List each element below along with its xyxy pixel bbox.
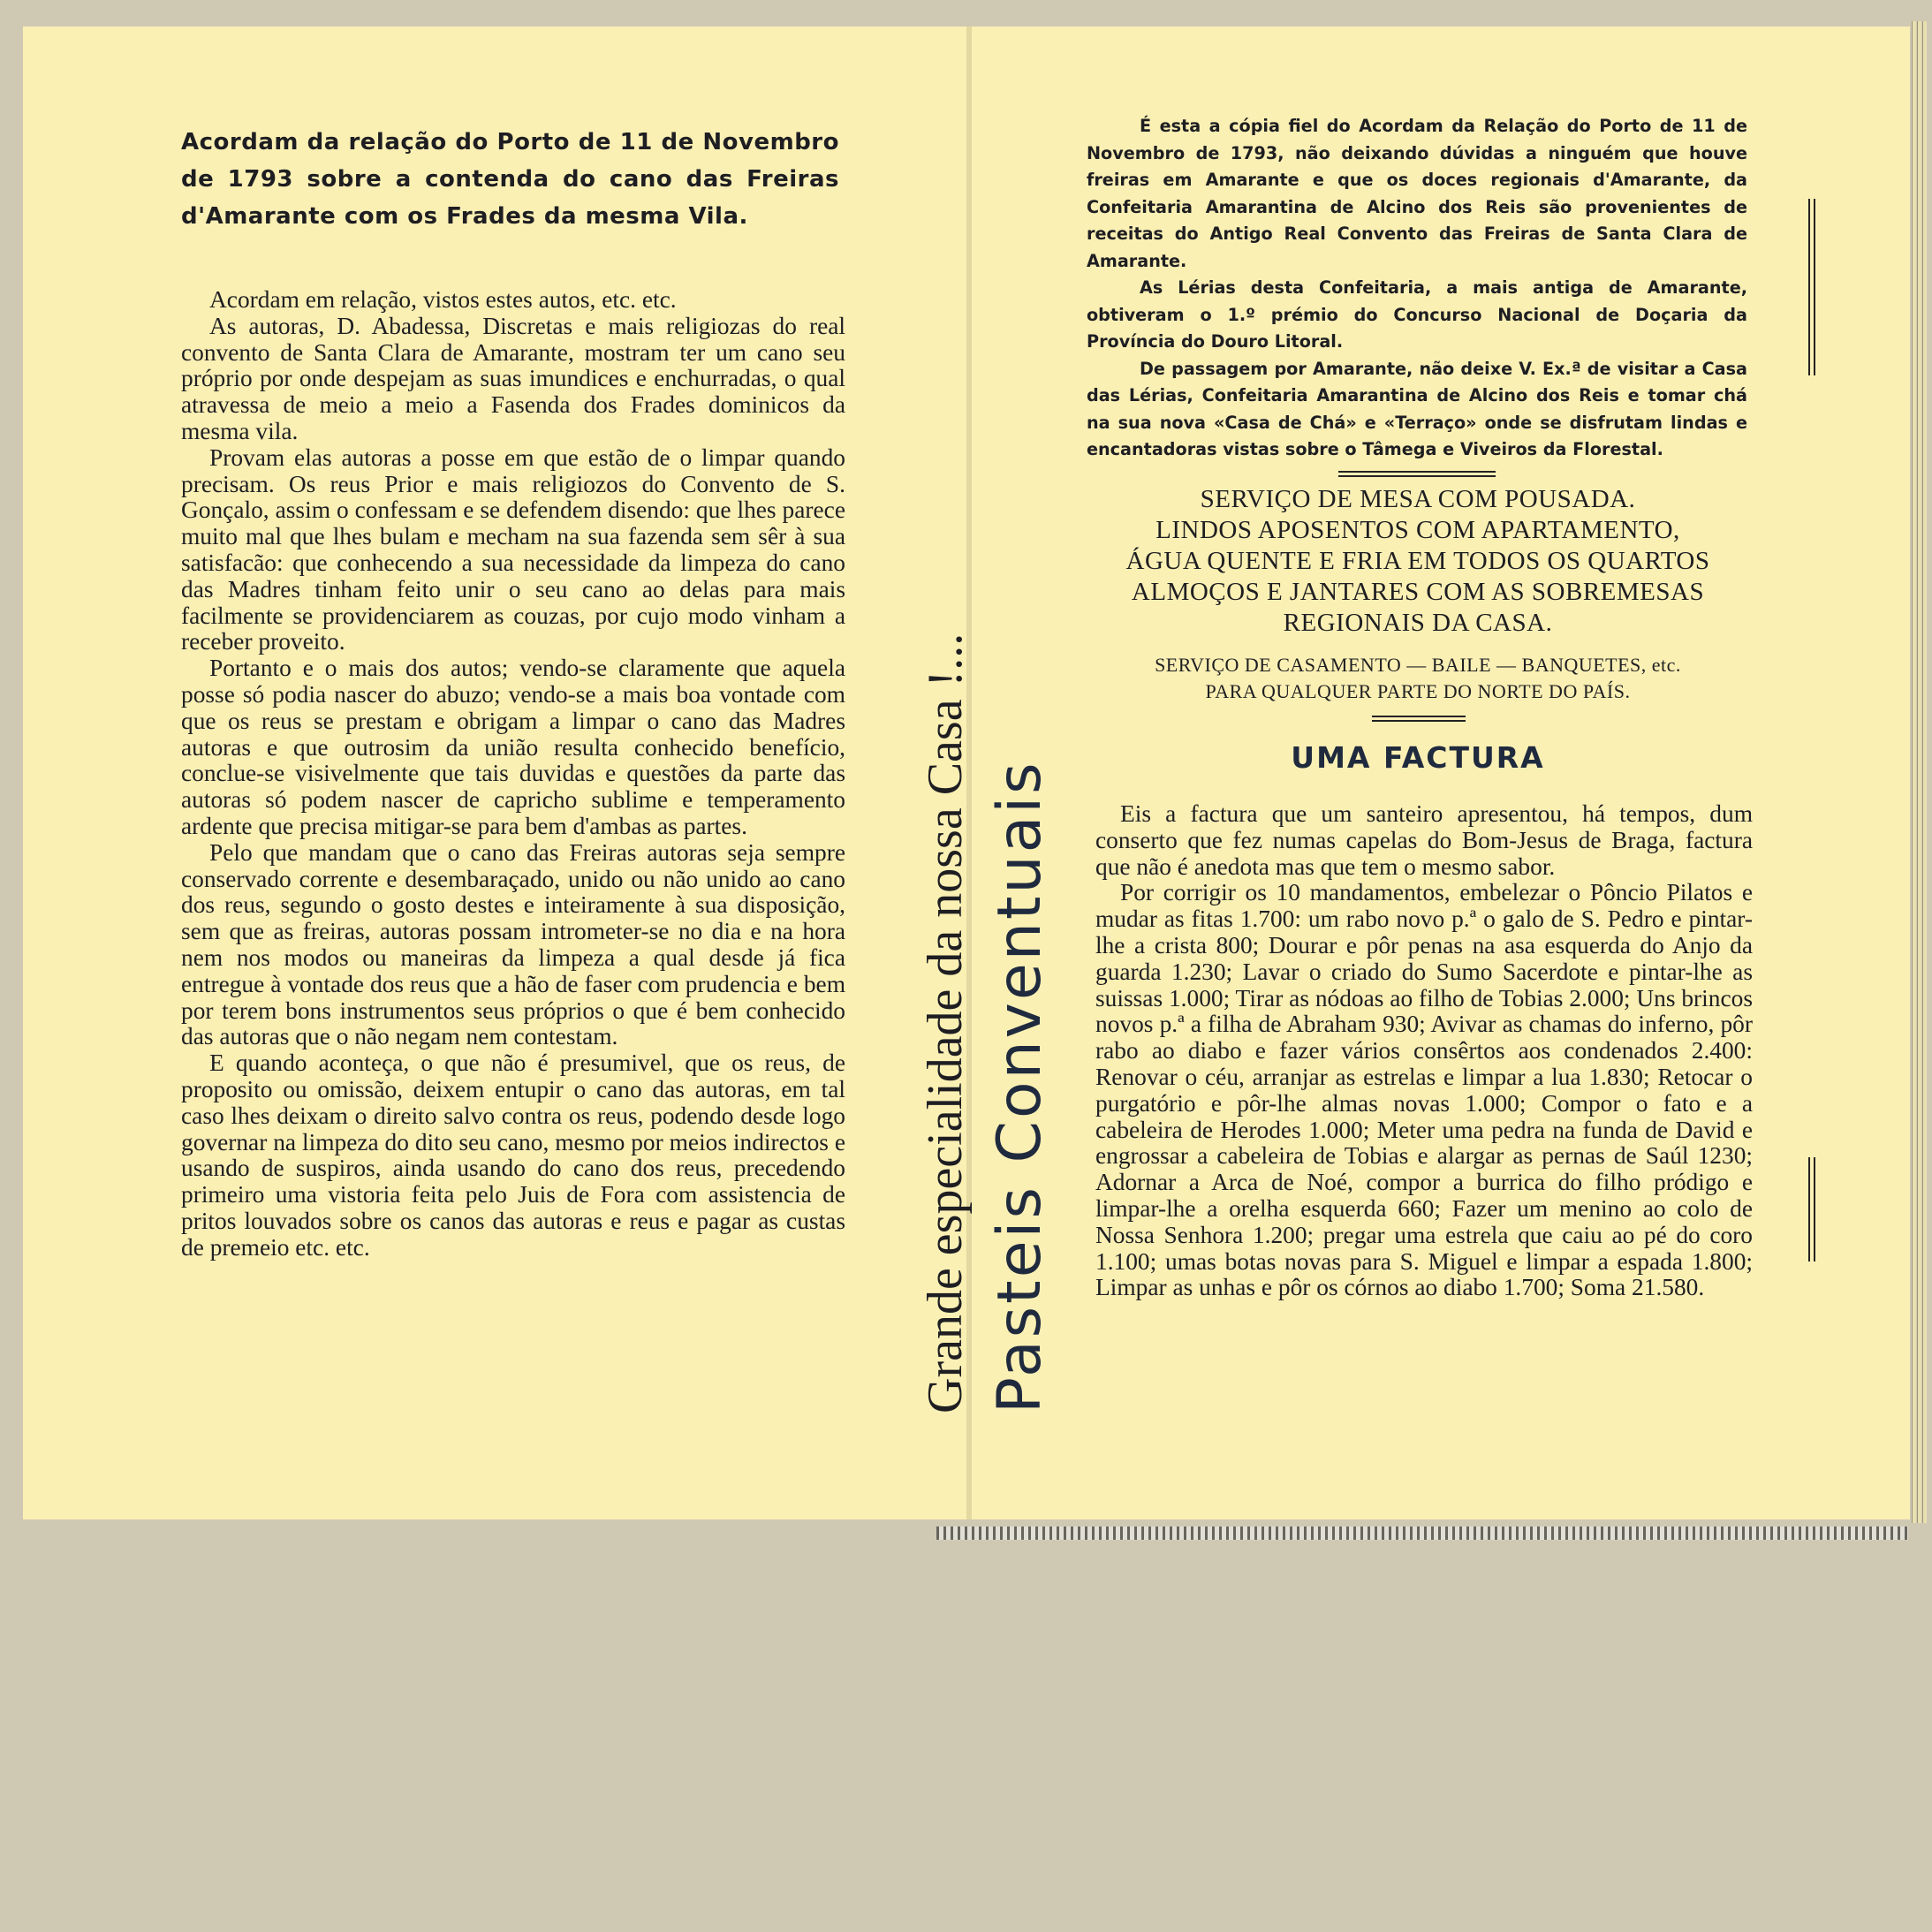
service-line: REGIONAIS DA CASA. — [1283, 609, 1553, 637]
page-stack-edge — [1922, 21, 1927, 1523]
service-line: LINDOS APOSENTOS COM APARTAMENTO, — [1155, 516, 1680, 544]
brand-pasteis-conventuais: Pasteis Conventuais — [985, 760, 1055, 1413]
acordam-paragraph: Provam elas autoras a posse em que estão de o limpar quando precisam. Os reus Prior e mais religiozos do Convento de S. Gonçalo, assim o confessam e se defendem disendo: que lhes parece muito mal que lhes bulam e mecham na sua fazenda sem sêr à sua satisfacão: que conhecendo a sua necessidade da limpeza do cano das Madres tinham feito unir o seu cano ao delas para mais facilmente se providenciarem as couzas, por cujo modo vinham a receber proveito. — [181, 443, 845, 655]
divider — [1338, 471, 1496, 477]
service-line: ALMOÇOS E JANTARES COM AS SOBREMESAS — [1131, 578, 1705, 606]
pousada-services — [1078, 484, 1758, 639]
scale-strip — [936, 1527, 1908, 1540]
event-services — [1078, 652, 1758, 705]
acordam-paragraph: E quando aconteça, o que não é presumivel, que os reus, de proposito ou omissão, deixem entupir o cano das autoras, em tal caso lhes deixam o direito salvo contra os reus, podendo desde logo governar na limpeza do dito seu cano, mesmo por meios indirectos e usando de suspiros, ainda usando do cano dos reus, precedendo primeiro uma vistoria feita pelo Juis de Fora com assistencia de pritos louvados sobre os canos das autoras e reus e pagar as custas de premeio etc. etc. — [181, 1049, 845, 1261]
vertical-divider-bottom — [1808, 1157, 1815, 1261]
specialty-slogan: Grande especialidade da nossa Casa !... — [918, 633, 973, 1413]
acordam-body — [181, 287, 845, 1261]
factura-paragraph: Eis a factura que um santeiro apresentou, há tempos, dum conserto que fez numas capelas do Bom-Jesus de Braga, factura que não é anedota mas que tem o mesmo sabor. — [1095, 800, 1753, 880]
notice-paragraph: De passagem por Amarante, não deixe V. Ex.ª de visitar a Casa das Lérias, Confeitaria Amarantina de Alcino dos Reis e tomar chá na sua nova «Casa de Chá» e «Terraço» onde se disfrutam lindas e encantadoras vistas sobre o Tâmega e Viveiros da Florestal. — [1087, 358, 1747, 459]
service-extra-line: PARA QUALQUER PARTE DO NORTE DO PAÍS. — [1205, 680, 1631, 702]
service-line: SERVIÇO DE MESA COM POUSADA. — [1200, 485, 1636, 513]
service-line: ÁGUA QUENTE E FRIA EM TODOS OS QUARTOS — [1125, 547, 1710, 575]
copy-notice — [1087, 113, 1747, 464]
factura-title: UMA FACTURA — [1291, 740, 1545, 775]
acordam-heading: Acordam da relação do Porto de 11 de Novembro de 1793 sobre a contenda do cano das Freiras d'Amarante com os Frades da mesma Vila. — [181, 129, 839, 230]
service-extra-line: SERVIÇO DE CASAMENTO — BAILE — BANQUETES, etc. — [1155, 654, 1681, 676]
acordam-paragraph: Portanto e o mais dos autos; vendo-se claramente que aquela posse só podia nascer do abuzo; vendo-se a mais boa vontade com que os reus se prestam e obrigam a limpar o cano das Madres autoras e que outrosim da união resulta conhecido benefício, conclue-se visivelmente que tais duvidas e questões da parte das autoras só podem nascer de capricho sublime e temperamento ardente que precisa mitigar-se para bem d'ambas as partes. — [181, 655, 845, 839]
factura-body — [1095, 801, 1753, 1301]
acordam-paragraph: As autoras, D. Abadessa, Discretas e mais religiozas do real convento de Santa Clara de Amarante, mostram ter um cano seu próprio por onde despejam as suas imundices e enchurradas, o qual atravessa de meio a meio a Fasenda dos Frades dominicos da mesma vila. — [181, 312, 845, 444]
factura-paragraph: Por corrigir os 10 mandamentos, embelezar o Pôncio Pilatos e mudar as fitas 1.700: um rabo novo p.ª o galo de S. Pedro e pintar-lhe a crista 800; Dourar e pôr penas na asa esquerda do Anjo da guarda 1.230; Lavar o criado do Sumo Sacerdote e pintar-lhe as suissas 1.000; Tirar as nódoas ao filho de Tobias 2.000; Uns brincos novos p.ª a filha de Abraham 930; Avivar as chamas do inferno, pôr rabo ao diabo e fazer vários consêrtos aos condenados 2.400: Renovar o céu, arranjar as estrelas e limpar a lua 1.830; Retocar o purgatório e pôr-lhe almas novas 1.000; Compor o fato e a cabeleira de Herodes 1.000; Meter uma pedra na funda de David e engrossar a cabeleira de Tobias e alargar as pernas de Saúl 1230; Adornar a Arca de Noé, compor a burrica do filho pródigo e limpar-lhe a orelha esquerda 660; Fazer um menino ao colo de Nossa Senhora 1.200; pregar uma estrela que caiu ao pé do coro 1.100; umas botas novas para S. Miguel e limpar a espada 1.800; Limpar as unhas e pôr os córnos ao diabo 1.700; Soma 21.580. — [1095, 879, 1753, 1301]
acordam-paragraph: Pelo que mandam que o cano das Freiras autoras seja sempre conservado corrente e desembaraçado, unido ou não unido ao cano dos reus, segundo o gosto destes e inteiramente à sua disposição, sem que as freiras, autoras possam intrometer-se no dia e na hora nem nos modos ou maneiras da limpeza a qual desde já fica entregue à vontade dos reus que a hão de faser com prudencia e bem por terem bons instrumentos seus próprios o que é bem conhecido das autoras que o não negam nem contestam. — [181, 838, 845, 1050]
notice-paragraph: As Lérias desta Confeitaria, a mais antiga de Amarante, obtiveram o 1.º prémio do Concurso Nacional de Doçaria da Província do Douro Litoral. — [1087, 277, 1747, 352]
acordam-paragraph: Acordam em relação, vistos estes autos, etc. etc. — [209, 286, 677, 313]
notice-paragraph: É esta a cópia fiel do Acordam da Relação do Porto de 11 de Novembro de 1793, não deixando dúvidas a ninguém que houve freiras em Amarante e que os doces regionais d'Amarante, da Confeitaria Amarantina de Alcino dos Reis são provenientes de receitas do Antigo Real Convento das Freiras de Santa Clara de Amarante. — [1087, 116, 1747, 271]
page-stack-edge — [1917, 21, 1921, 1523]
vertical-divider-top — [1808, 199, 1815, 375]
page-stack-edge — [1912, 21, 1916, 1523]
divider — [1372, 716, 1466, 722]
